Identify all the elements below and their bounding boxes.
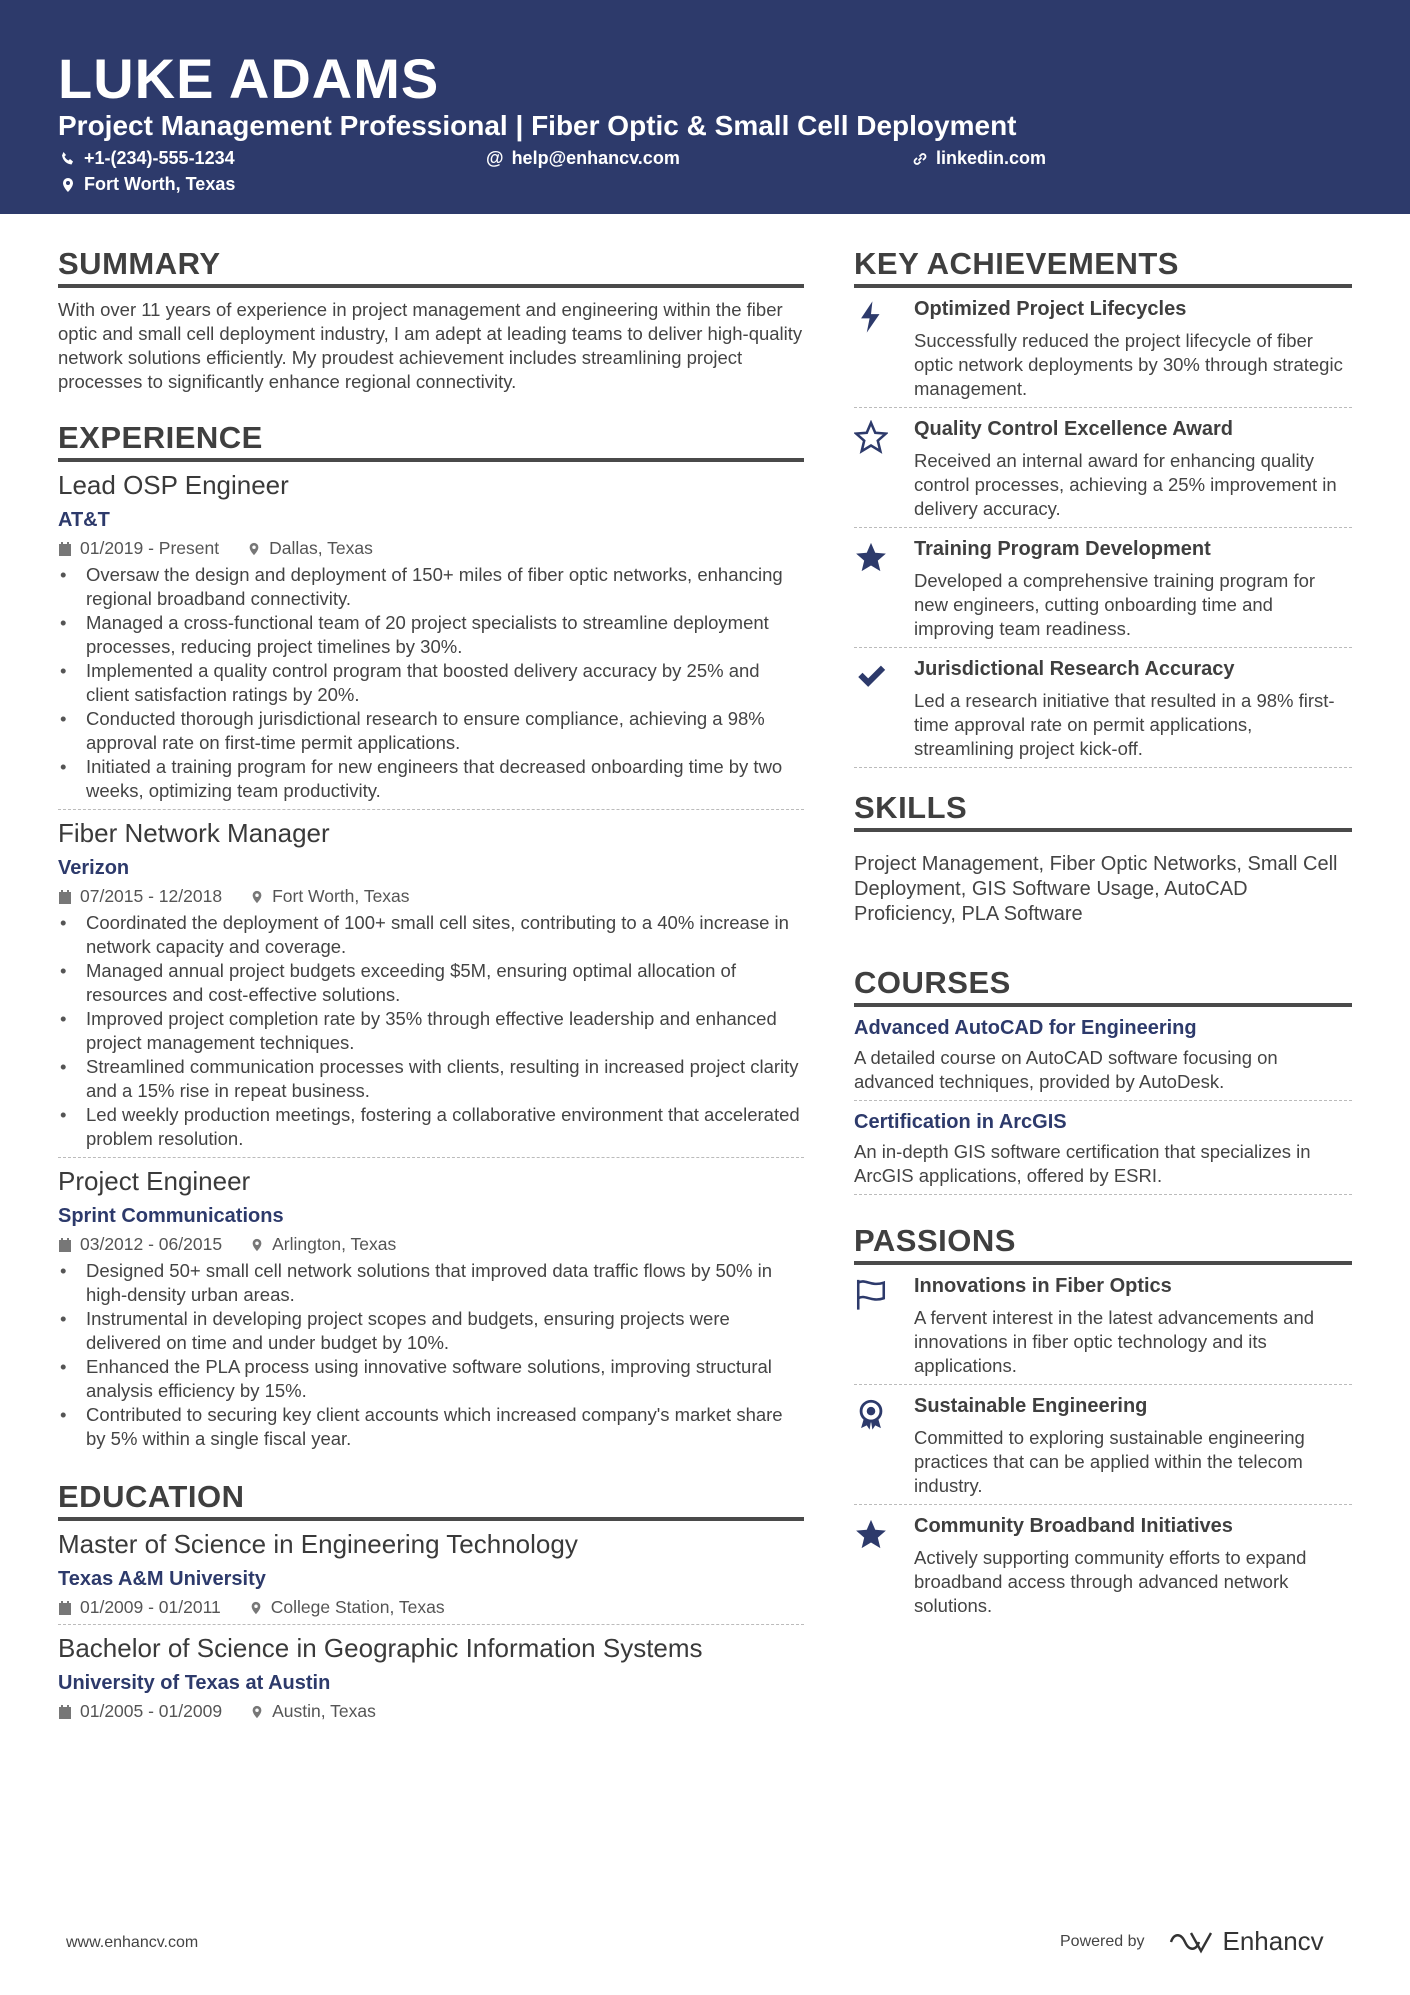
brand-logo[interactable] [1167,1926,1324,1957]
bullet-item: • Managed a cross-functional team of 20 project specialists to streamline deployment processes, reducing project timelines by 30%. [58,611,804,659]
job-location-text: Arlington, Texas [272,1234,397,1254]
job-location [247,538,373,559]
achievement-title: Optimized Project Lifecycles [914,298,1187,320]
location-pin-icon [249,1600,263,1616]
calendar-icon [58,1704,72,1720]
passion-title: Innovations in Fiber Optics [914,1275,1172,1297]
job-title: Fiber Network Manager [58,818,330,848]
course-item [854,1007,1352,1101]
skills-text: Project Management, Fiber Optic Networks, Small Cell Deployment, GIS Software Usage, AutoCAD Proficiency, PLA Software [854,853,1338,925]
bullet-item: • Enhanced the PLA process using innovative software solutions, improving structural analysis efficiency by 15%. [58,1355,804,1403]
email-text: help@enhancv.com [511,148,680,168]
bullet-item: • Coordinated the deployment of 100+ small cell sites, contributing to a 40% increase in network capacity and coverage. [58,911,804,959]
job-bullets [58,911,804,1151]
courses-heading: COURSES [854,965,1352,1007]
candidate-title: Project Management Professional | Fiber Optic & Small Cell Deployment [58,110,1017,141]
passion-item [854,1505,1352,1624]
checkmark-icon [854,660,888,694]
job-dates [58,1234,222,1255]
achievement-title: Training Program Development [914,538,1211,560]
right-column [854,246,1352,1624]
job-dates [58,886,222,907]
at-icon: @ [486,148,504,168]
education-meta [58,1701,804,1722]
bullet-item: • Streamlined communication processes with clients, resulting in increased project clarity and a 15% rise in repeat business. [58,1055,804,1103]
education-location [249,1597,445,1618]
job-location [250,1234,396,1255]
location-text: Fort Worth, Texas [84,174,236,194]
linkedin-text: linkedin.com [936,148,1047,168]
education-dates-text: 01/2005 - 01/2009 [80,1701,223,1721]
contact-email[interactable] [486,148,680,169]
bullet-item: • Managed annual project budgets exceeding $5M, ensuring optimal allocation of resources and cost-effective solutions. [58,959,804,1007]
enhancv-logo-icon [1167,1929,1215,1955]
lightning-icon [854,300,888,334]
passion-item [854,1265,1352,1385]
job-bullets [58,563,804,803]
school: University of Texas at Austin [58,1672,331,1694]
degree: Master of Science in Engineering Technology [58,1529,578,1559]
job-location-text: Dallas, Texas [269,538,373,558]
footer-branding [1060,1926,1324,1957]
bullet-item: • Conducted thorough jurisdictional research to ensure compliance, achieving a 98% approval rate on first-time permit applications. [58,707,804,755]
course-title: Advanced AutoCAD for Engineering [854,1017,1197,1039]
passion-desc: Committed to exploring sustainable engineering practices that can be applied within the telecom industry. [914,1427,1305,1496]
calendar-icon [58,1237,72,1253]
award-medal-icon [854,1397,888,1431]
job-dates-text: 03/2012 - 06/2015 [80,1234,223,1254]
bullet-item: • Contributed to securing key client accounts which increased company's market share by 5% within a single fiscal year. [58,1403,804,1451]
passion-desc: Actively supporting community efforts to expand broadband access through advanced network solutions. [914,1547,1307,1616]
job-title: Project Engineer [58,1166,251,1196]
achievement-title: Jurisdictional Research Accuracy [914,658,1235,680]
course-title: Certification in ArcGIS [854,1111,1067,1133]
location-pin-icon [250,889,264,905]
job-entry [58,462,804,810]
achievement-item [854,648,1352,768]
degree: Bachelor of Science in Geographic Information Systems [58,1633,703,1663]
job-meta [58,1234,804,1255]
course-desc: An in-depth GIS software certification that specializes in ArcGIS applications, offered by ESRI. [854,1141,1311,1186]
achievement-desc: Successfully reduced the project lifecycle of fiber optic network deployments by 30% through strategic management. [914,330,1343,399]
passion-item [854,1385,1352,1505]
passion-desc: A fervent interest in the latest advancements and innovations in fiber optic technology and its applications. [914,1307,1315,1376]
location-pin-icon [247,541,261,557]
bullet-item: • Improved project completion rate by 35% through effective leadership and enhanced project management techniques. [58,1007,804,1055]
location-pin-icon [250,1704,264,1720]
location-pin-icon [60,177,76,193]
summary-text: With over 11 years of experience in project management and engineering within the fiber optic and small cell deployment industry, I am adept at leading teams to deliver high-quality network solutions efficiently. My proudest achievement includes streamlining project processes to significantly enhance regional connectivity. [58,299,803,392]
experience-heading: EXPERIENCE [58,420,804,462]
bullet-item: • Oversaw the design and deployment of 150+ miles of fiber optic networks, enhancing regional broadband connectivity. [58,563,804,611]
education-entry [58,1521,804,1625]
footer-website[interactable]: www.enhancv.com [66,1934,199,1951]
calendar-icon [58,1600,72,1616]
powered-by-label: Powered by [1060,1932,1145,1950]
job-company: AT&T [58,509,110,531]
bullet-item: • Led weekly production meetings, fostering a collaborative environment that accelerated problem resolution. [58,1103,804,1151]
star-icon [854,540,888,574]
link-icon [912,151,928,167]
left-column [58,246,804,1722]
bullet-item: • Instrumental in developing project scopes and budgets, ensuring projects were delivered on time and under budget by 10%. [58,1307,804,1355]
summary-heading: SUMMARY [58,246,804,288]
flag-icon [854,1277,888,1311]
phone-icon [60,151,76,167]
job-meta [58,538,804,559]
job-dates-text: 07/2015 - 12/2018 [80,886,223,906]
course-desc: A detailed course on AutoCAD software focusing on advanced techniques, provided by AutoDesk. [854,1047,1278,1092]
achievement-item [854,528,1352,648]
job-dates [58,538,219,559]
achievement-title: Quality Control Excellence Award [914,418,1233,440]
education-location [250,1701,376,1722]
job-location-text: Fort Worth, Texas [272,886,410,906]
education-location-text: Austin, Texas [272,1701,376,1721]
job-company: Sprint Communications [58,1205,284,1227]
achievement-desc: Developed a comprehensive training program for new engineers, cutting onboarding time and improving team readiness. [914,570,1316,639]
bullet-item: • Implemented a quality control program that boosted delivery accuracy by 25% and client satisfaction ratings by 20%. [58,659,804,707]
bullet-item: • Initiated a training program for new engineers that decreased onboarding time by two weeks, optimizing team productivity. [58,755,804,803]
achievement-desc: Led a research initiative that resulted in a 98% first-time approval rate on permit applications, streamlining project kick-off. [914,690,1335,759]
education-entry [58,1625,804,1722]
calendar-icon [58,541,72,557]
education-dates [58,1701,222,1722]
achievements-heading: KEY ACHIEVEMENTS [854,246,1352,288]
education-location-text: College Station, Texas [270,1597,445,1617]
skills-heading: SKILLS [854,790,1352,832]
contact-linkedin[interactable] [912,148,1046,169]
achievement-item [854,288,1352,408]
location-pin-icon [250,1237,264,1253]
contact-location [60,174,235,195]
brand-name: Enhancv [1222,1926,1324,1956]
calendar-icon [58,889,72,905]
job-bullets [58,1259,804,1451]
bullet-item: • Designed 50+ small cell network solutions that improved data traffic flows by 50% in high-density urban areas. [58,1259,804,1307]
education-dates [58,1597,221,1618]
job-company: Verizon [58,857,130,879]
achievement-desc: Received an internal award for enhancing quality control processes, achieving a 25% improvement in delivery accuracy. [914,450,1337,519]
contact-phone[interactable] [60,148,235,169]
phone-text: +1-(234)-555-1234 [84,148,235,168]
passion-title: Community Broadband Initiatives [914,1515,1233,1537]
job-entry [58,810,804,1158]
job-meta [58,886,804,907]
education-meta [58,1597,804,1618]
job-entry [58,1158,804,1451]
education-dates-text: 01/2009 - 01/2011 [80,1597,221,1617]
candidate-name: LUKE ADAMS [58,47,440,110]
passion-title: Sustainable Engineering [914,1395,1148,1417]
school: Texas A&M University [58,1568,266,1590]
job-title: Lead OSP Engineer [58,470,289,500]
star-outline-icon [854,420,888,454]
job-dates-text: 01/2019 - Present [80,538,220,558]
course-item [854,1101,1352,1195]
achievement-item [854,408,1352,528]
star-icon [854,1517,888,1551]
resume-header [0,0,1410,214]
education-heading: EDUCATION [58,1479,804,1521]
passions-heading: PASSIONS [854,1223,1352,1265]
job-location [250,886,409,907]
